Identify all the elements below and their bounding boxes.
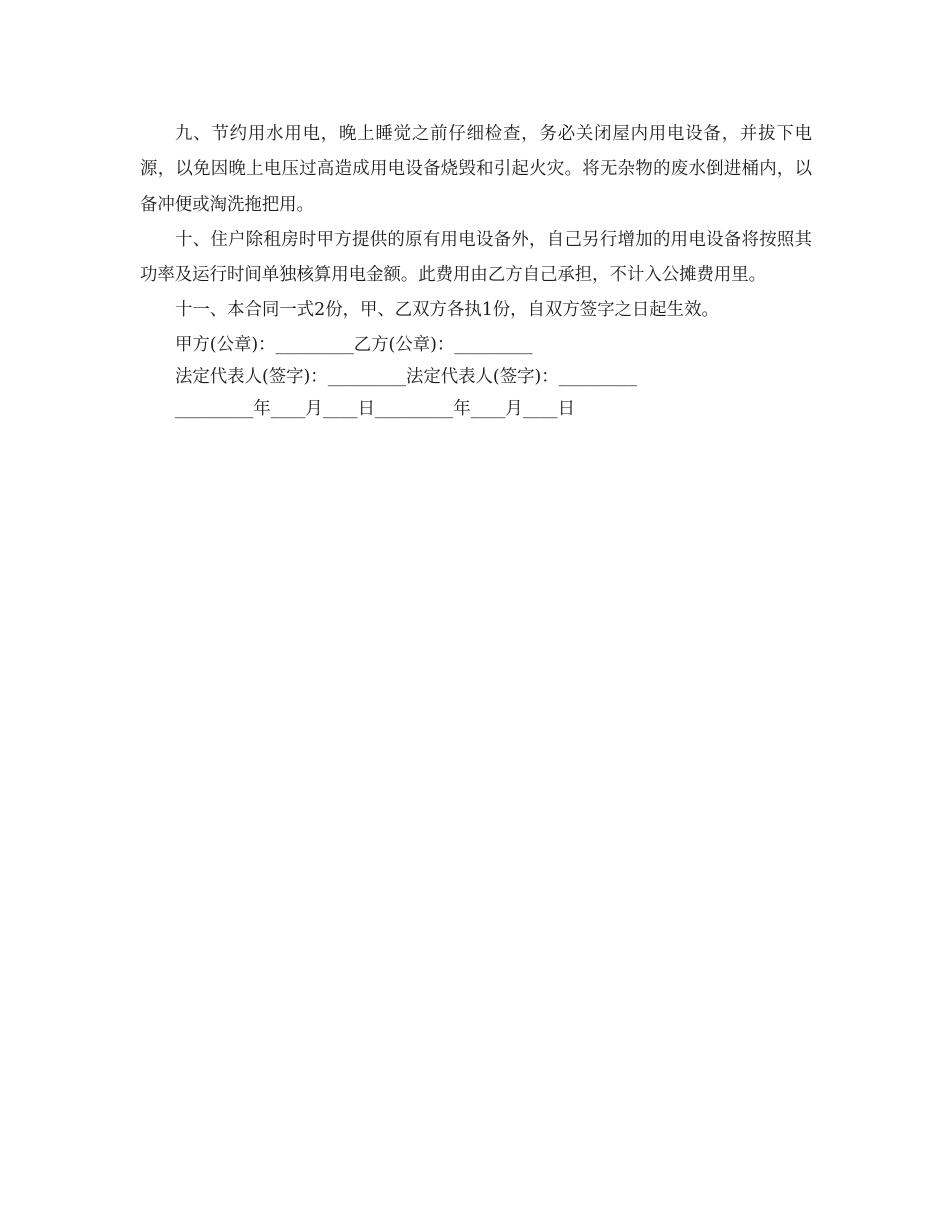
representative-signature-line: 法定代表人(签字)：_________法定代表人(签字)：_________ <box>175 366 637 387</box>
clause-10: 十、住户除租房时甲方提供的原有用电设备外，自己另行增加的用电设备将按照其功率及运行时间单独核算用电金额。此费用由乙方自己承担，不计入公摊费用里。 <box>140 229 812 286</box>
clause-9: 九、节约用水用电，晚上睡觉之前仔细检查，务必关闭屋内用电设备，并拔下电源，以免因晚上电压过高造成用电设备烧毁和引起火灾。将无杂物的废水倒进桶内，以备冲便或淘洗拖把用。 <box>140 124 812 215</box>
clause-11: 十一、本合同一式2份，甲、乙双方各执1份，自双方签字之日起生效。 <box>175 300 719 321</box>
date-line: _________年____月____日_________年____月____日 <box>175 398 575 419</box>
seal-signature-line: 甲方(公章)：_________乙方(公章)：_________ <box>175 334 533 355</box>
document-page <box>140 0 812 1230</box>
document-body <box>140 117 812 425</box>
